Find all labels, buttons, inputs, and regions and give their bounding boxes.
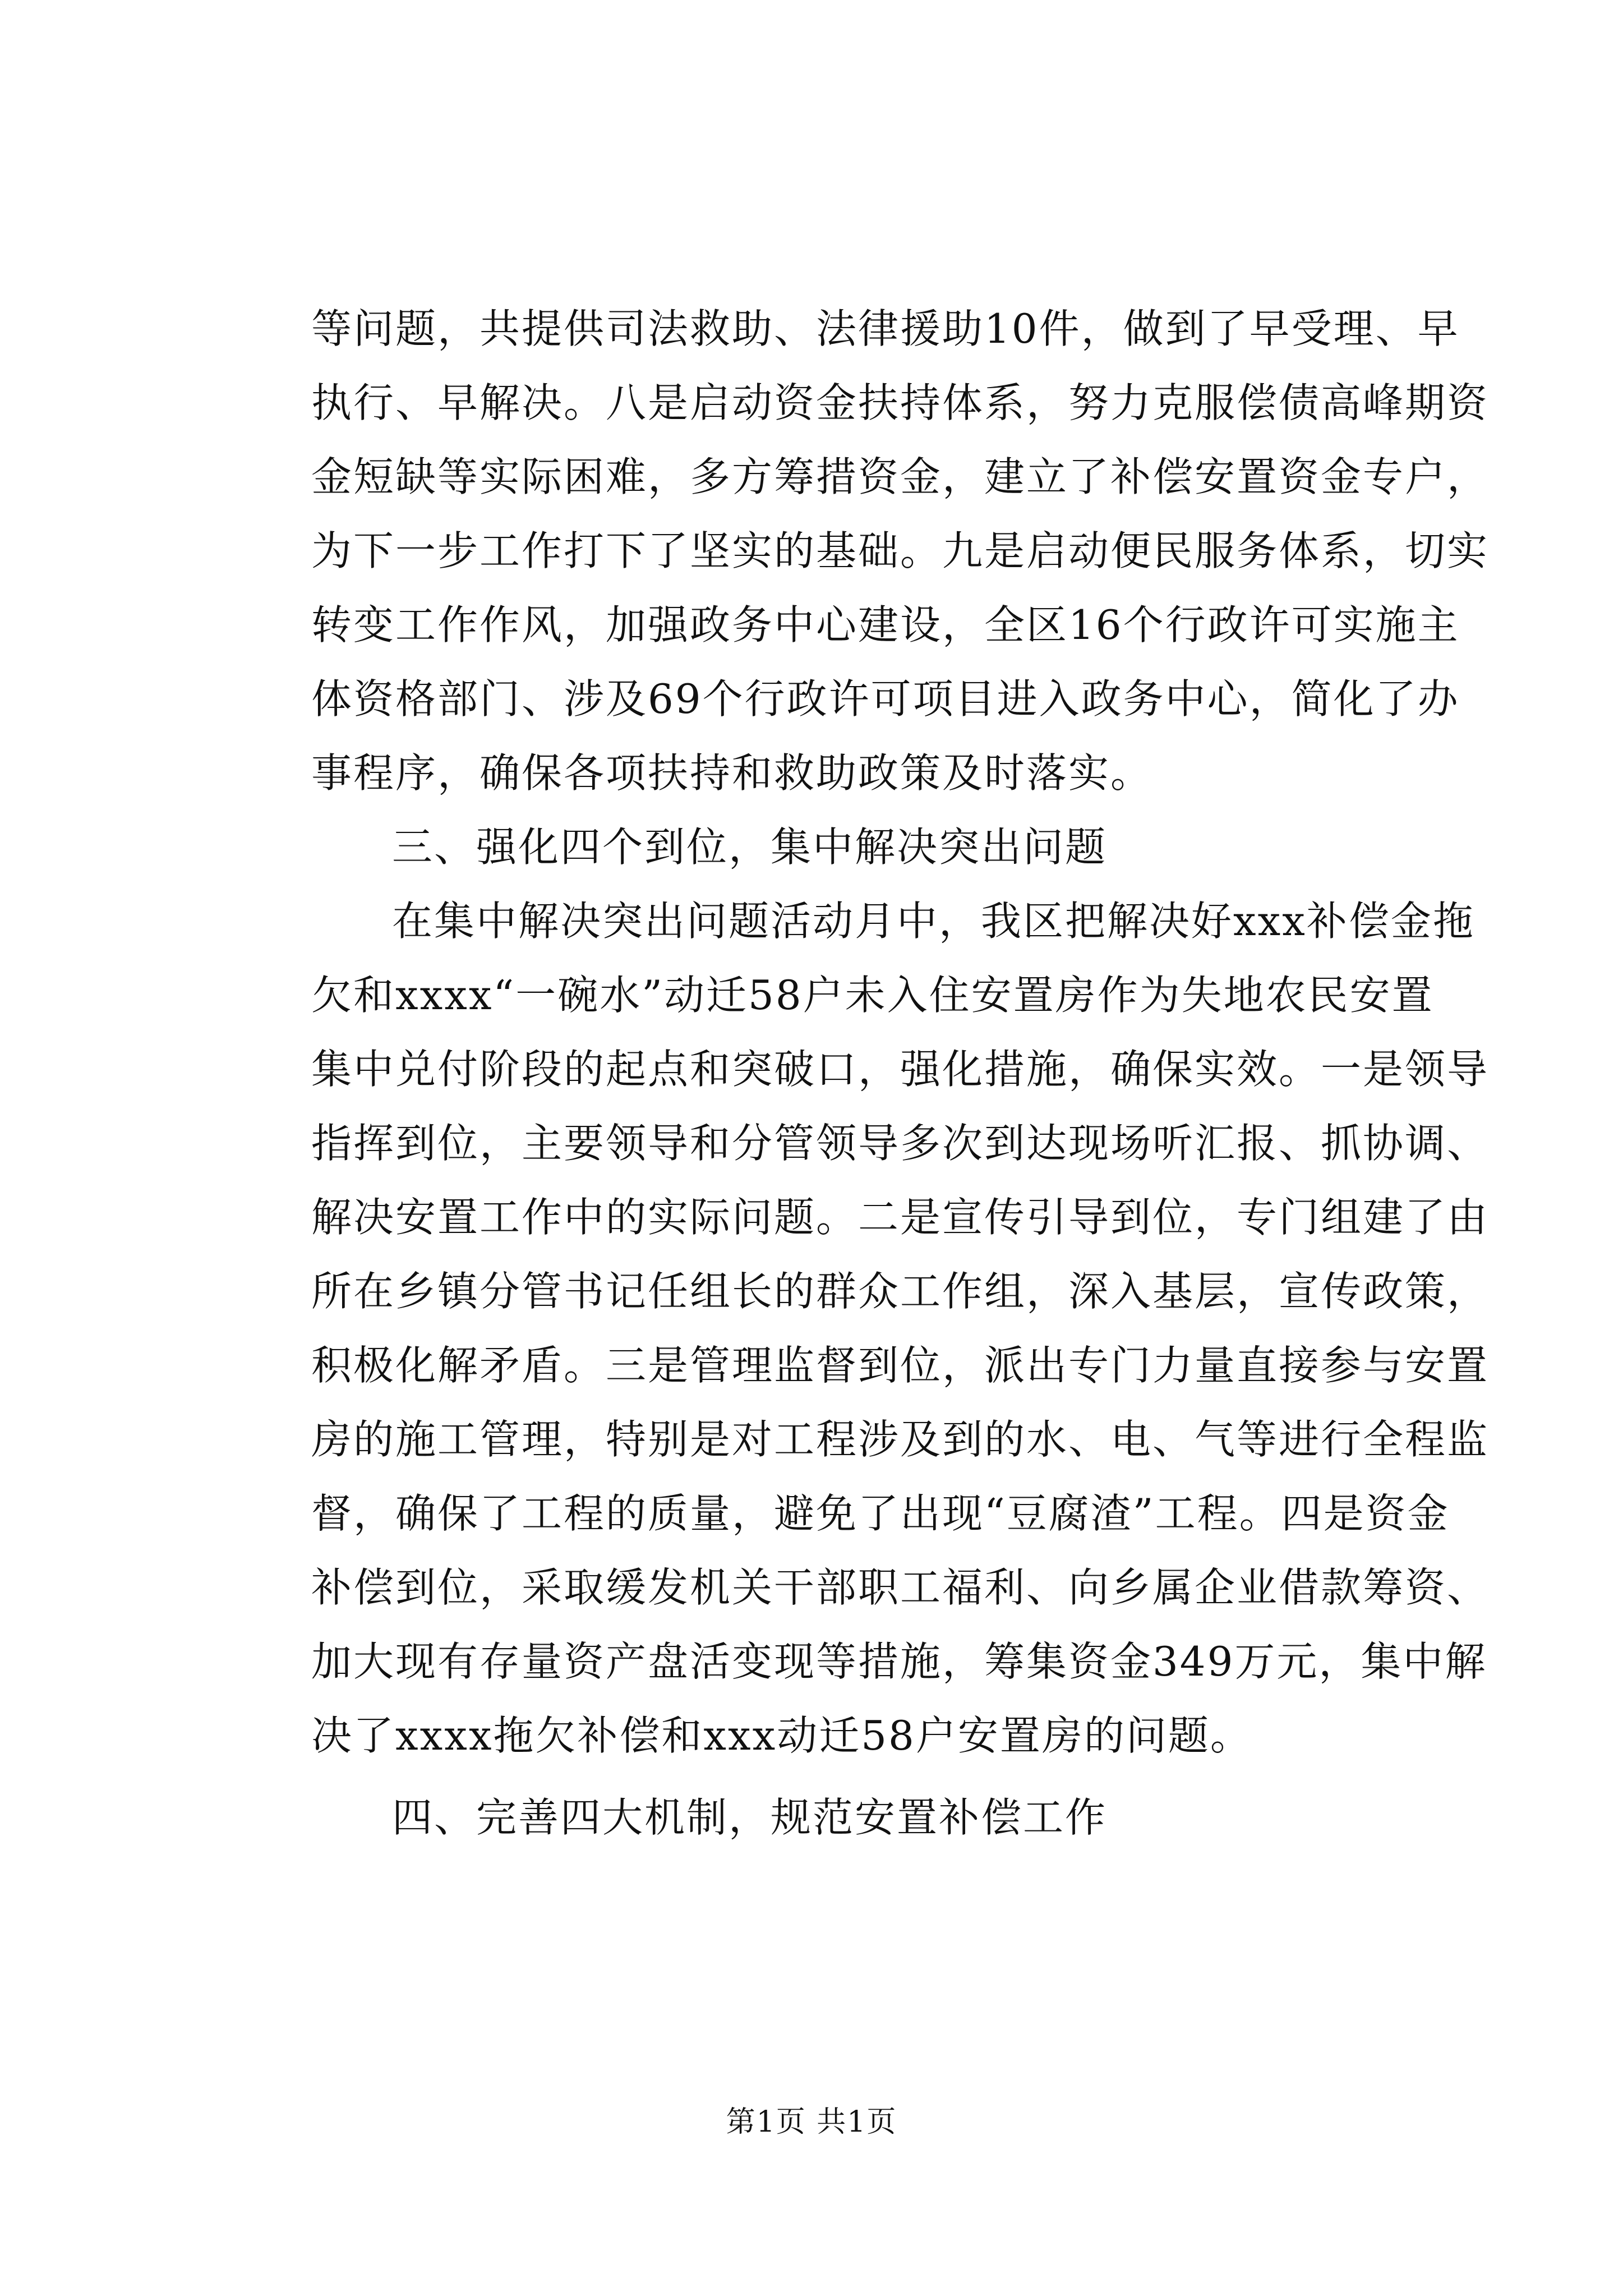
text-line: 所在乡镇分管书记任组长的群众工作组，深入基层，宣传政策， bbox=[311, 1268, 1490, 1315]
text-line: 加大现有存量资产盘活变现等措施，筹集资金349万元，集中解 bbox=[311, 1638, 1487, 1685]
text-line: 体资格部门、涉及69个行政许可项目进入政务中心，简化了办 bbox=[311, 675, 1460, 723]
text-line: 事程序，确保各项扶持和救助政策及时落实。 bbox=[311, 749, 1153, 797]
text-line: 督，确保了工程的质量，避免了出现“豆腐渣”工程。四是资金 bbox=[311, 1490, 1450, 1537]
text-line: 集中兑付阶段的起点和突破口，强化措施，确保实效。一是领导 bbox=[311, 1046, 1490, 1093]
text-line: 金短缺等实际困难，多方筹措资金，建立了补偿安置资金专户， bbox=[311, 453, 1490, 500]
text-line: 转变工作作风，加强政务中心建设，全区16个行政许可实施主 bbox=[311, 601, 1460, 648]
document-body bbox=[311, 292, 1490, 1855]
section-heading-3: 三、强化四个到位，集中解决突出问题 bbox=[392, 823, 1108, 871]
text-line: 决了xxxx拖欠补偿和xxx动迁58户安置房的问题。 bbox=[311, 1712, 1252, 1759]
text-line: 欠和xxxx“一碗水”动迁58户未入住安置房作为失地农民安置 bbox=[311, 972, 1434, 1019]
section-heading-4: 四、完善四大机制，规范安置补偿工作 bbox=[392, 1794, 1108, 1841]
text-line: 执行、早解决。八是启动资金扶持体系，努力克服偿债高峰期资 bbox=[311, 379, 1490, 426]
text-line: 等问题，共提供司法救助、法律援助10件，做到了早受理、早 bbox=[311, 305, 1460, 352]
text-line: 指挥到位，主要领导和分管领导多次到达现场听汇报、抓协调、 bbox=[311, 1120, 1490, 1167]
text-line: 为下一步工作打下了坚实的基础。九是启动便民服务体系，切实 bbox=[311, 527, 1490, 574]
text-line: 补偿到位，采取缓发机关干部职工福利、向乡属企业借款筹资、 bbox=[311, 1564, 1490, 1611]
text-line: 解决安置工作中的实际问题。二是宣传引导到位，专门组建了由 bbox=[311, 1194, 1490, 1241]
text-line: 房的施工管理，特别是对工程涉及到的水、电、气等进行全程监 bbox=[311, 1416, 1490, 1463]
page-footer: 第1页 共1页 bbox=[726, 2105, 897, 2139]
text-line: 积极化解矛盾。三是管理监督到位，派出专门力量直接参与安置 bbox=[311, 1342, 1490, 1389]
text-line: 在集中解决突出问题活动月中，我区把解决好xxx补偿金拖 bbox=[392, 898, 1475, 945]
